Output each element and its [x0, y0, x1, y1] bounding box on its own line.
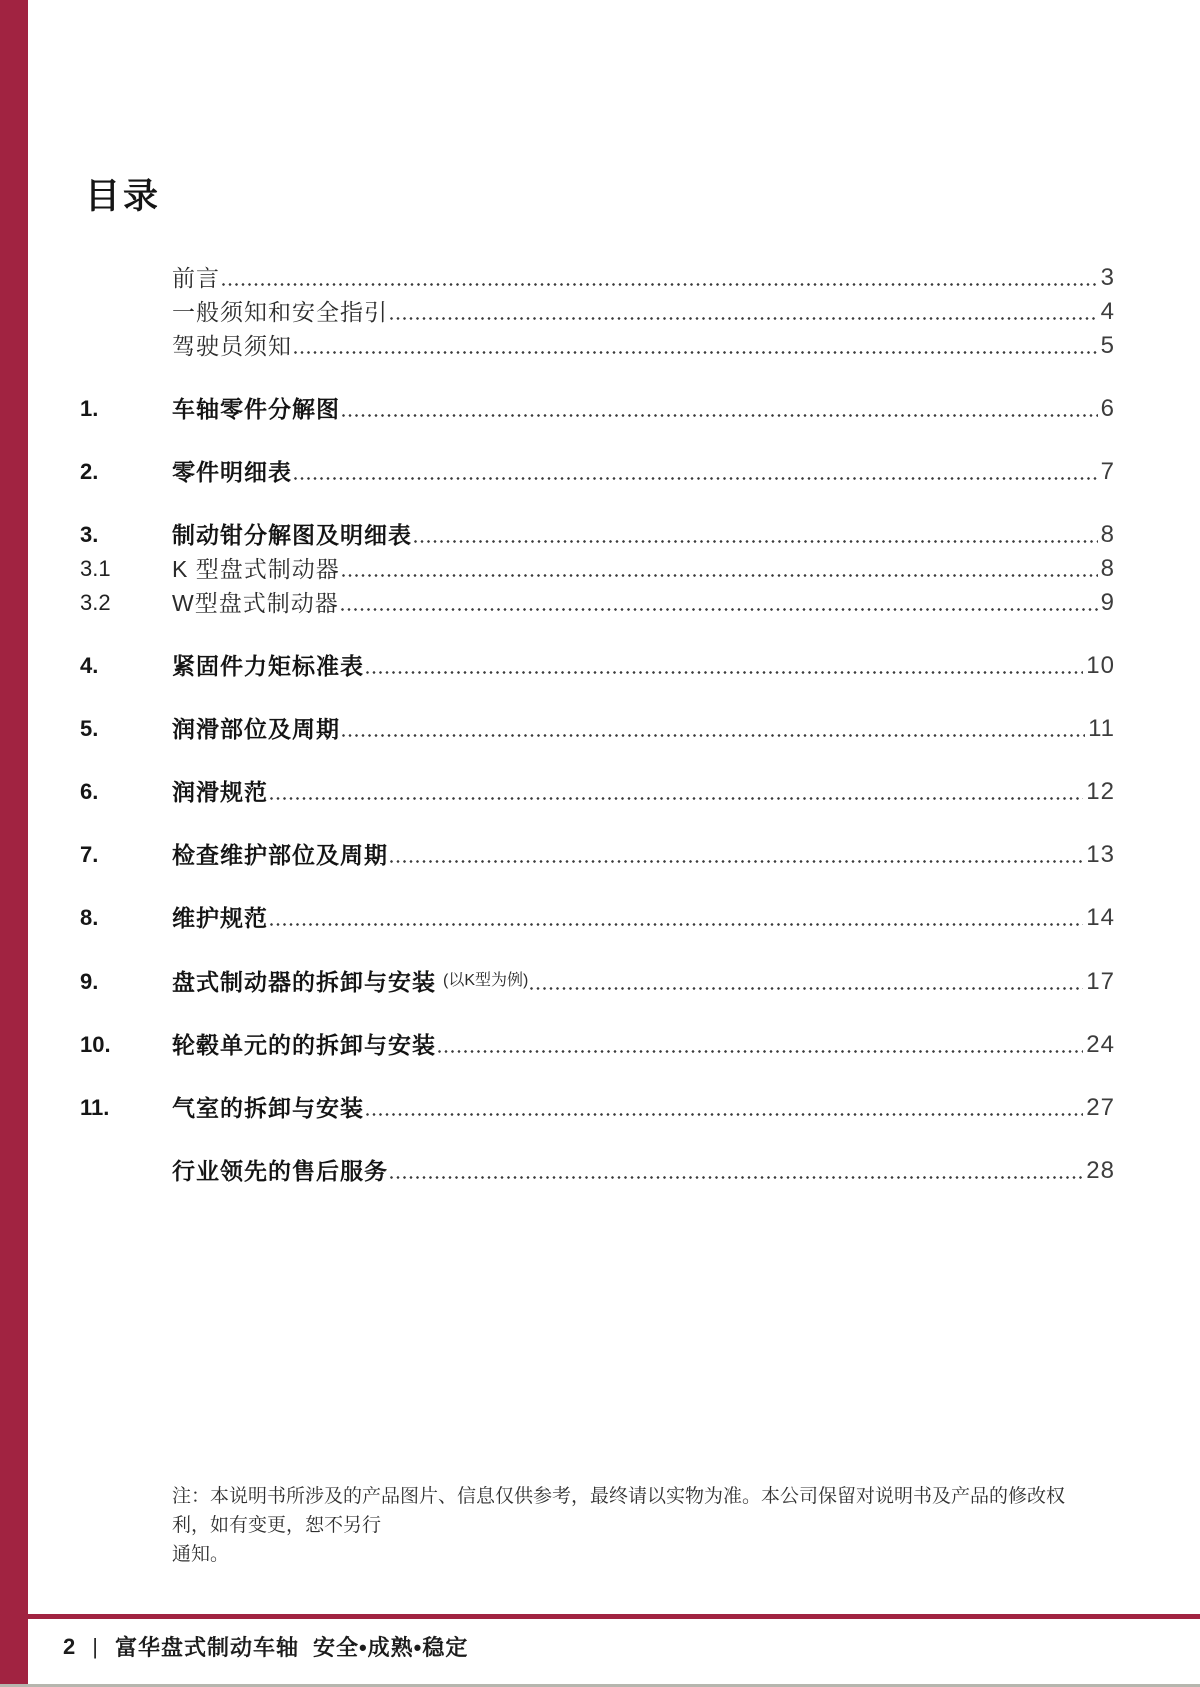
- toc-entry-title: 一般须知和安全指引: [172, 299, 388, 325]
- disclaimer-note-line2: 通知。: [172, 1544, 230, 1565]
- dotted-leader: [414, 540, 1098, 543]
- dotted-leader: [294, 477, 1098, 480]
- toc-entry: [80, 843, 1115, 867]
- dotted-leader: [342, 734, 1085, 737]
- toc-entry-title: 前言: [172, 265, 220, 291]
- toc-entry-page: 9: [1100, 589, 1115, 616]
- toc-entry-page: 13: [1086, 841, 1115, 868]
- toc-entry-page: 3: [1100, 264, 1115, 291]
- dotted-leader: [390, 860, 1083, 863]
- dotted-leader: [438, 1050, 1083, 1053]
- toc-entry-number: 3.: [80, 522, 99, 547]
- toc-entry-title: 零件明细表: [172, 459, 292, 485]
- dotted-leader: [366, 671, 1083, 674]
- toc-entry-title: 气室的拆卸与安装: [172, 1095, 364, 1121]
- toc-entry: [80, 969, 1115, 994]
- toc-entry-note: (以K型为例): [443, 972, 529, 989]
- toc-entry: [80, 1159, 1115, 1183]
- toc-entry: [80, 906, 1115, 930]
- footer-page-number: 2: [63, 1633, 76, 1659]
- toc-entry-title: 盘式制动器的拆卸与安装: [172, 969, 436, 995]
- toc-entry-page: 14: [1086, 904, 1115, 931]
- disclaimer-note: [172, 1482, 1097, 1569]
- toc-entry-title: W型盘式制动器: [172, 590, 339, 616]
- dotted-leader: [390, 1176, 1083, 1179]
- dotted-leader: [530, 987, 1083, 990]
- toc-entry-number: 3.1: [80, 556, 111, 581]
- toc-entry: [80, 1033, 1115, 1057]
- toc-page-content: [80, 0, 1115, 1183]
- toc-entry: [80, 334, 1115, 358]
- toc-entry-page: 28: [1086, 1157, 1115, 1184]
- toc-entry-title: K 型盘式制动器: [172, 556, 340, 582]
- toc-entry: [80, 300, 1115, 324]
- toc-entry-title: 维护规范: [172, 905, 268, 931]
- toc-entry-number: 5.: [80, 716, 99, 741]
- toc-entry-title: 轮毂单元的的拆卸与安装: [172, 1032, 436, 1058]
- dotted-leader: [222, 283, 1098, 286]
- toc-list: [80, 266, 1115, 1183]
- toc-entry-title: 制动钳分解图及明细表: [172, 522, 412, 548]
- toc-entry: [80, 717, 1115, 741]
- toc-entry-page: 6: [1100, 395, 1115, 422]
- toc-entry-number: 9.: [80, 969, 99, 994]
- footer-rule: [28, 1614, 1200, 1619]
- toc-entry-page: 12: [1086, 778, 1115, 805]
- toc-entry-number: 6.: [80, 779, 99, 804]
- toc-entry-number: 2.: [80, 459, 99, 484]
- dotted-leader: [342, 414, 1098, 417]
- toc-entry: [80, 266, 1115, 290]
- toc-entry: [80, 557, 1115, 581]
- toc-entry-page: 10: [1086, 652, 1115, 679]
- toc-entry-page: 4: [1100, 298, 1115, 325]
- toc-entry-number: 7.: [80, 842, 99, 867]
- toc-entry-title: 驾驶员须知: [172, 333, 292, 359]
- toc-entry: [80, 780, 1115, 804]
- toc-entry-page: 24: [1086, 1031, 1115, 1058]
- toc-entry-page: 8: [1100, 555, 1115, 582]
- toc-entry-page: 8: [1100, 521, 1115, 548]
- dotted-leader: [341, 608, 1098, 611]
- toc-entry-page: 27: [1086, 1094, 1115, 1121]
- toc-entry-title: 检查维护部位及周期: [172, 842, 388, 868]
- footer-tagline-text: 安全•成熟•稳定: [312, 1635, 469, 1660]
- left-accent-bar: [0, 0, 28, 1687]
- toc-entry-number: 10.: [80, 1032, 111, 1057]
- toc-entry-page: 11: [1088, 715, 1115, 742]
- toc-entry-page: 5: [1100, 332, 1115, 359]
- toc-entry: [80, 460, 1115, 484]
- toc-entry-page: 17: [1086, 968, 1115, 995]
- dotted-leader: [270, 923, 1083, 926]
- toc-entry-number: 11.: [80, 1095, 110, 1120]
- page-title: 目录: [85, 177, 162, 216]
- toc-entry-title: 紧固件力矩标准表: [172, 653, 364, 679]
- dotted-leader: [294, 351, 1098, 354]
- toc-entry-title: 润滑规范: [172, 779, 268, 805]
- page-footer: [63, 1631, 468, 1662]
- toc-entry-number: 8.: [80, 905, 99, 930]
- toc-entry: [80, 397, 1115, 421]
- dotted-leader: [390, 317, 1098, 320]
- toc-entry-page: 7: [1100, 458, 1115, 485]
- toc-entry: [80, 654, 1115, 678]
- footer-separator: |: [92, 1633, 98, 1659]
- toc-entry-title: 润滑部位及周期: [172, 716, 340, 742]
- dotted-leader: [270, 797, 1083, 800]
- toc-entry: [80, 591, 1115, 615]
- toc-entry: [80, 1096, 1115, 1120]
- toc-entry-title: 行业领先的售后服务: [172, 1158, 388, 1184]
- disclaimer-note-line1: 注：本说明书所涉及的产品图片、信息仅供参考，最终请以实物为准。本公司保留对说明书及产品的修改权利，如有变更，恕不另行: [172, 1486, 1066, 1536]
- dotted-leader: [366, 1113, 1083, 1116]
- toc-entry-number: 1.: [80, 396, 99, 421]
- toc-entry-number: 4.: [80, 653, 99, 678]
- toc-entry-title: 车轴零件分解图: [172, 396, 340, 422]
- dotted-leader: [342, 574, 1098, 577]
- footer-brand-text: 富华盘式制动车轴: [114, 1635, 299, 1660]
- toc-entry-number: 3.2: [80, 590, 111, 615]
- toc-entry: [80, 523, 1115, 547]
